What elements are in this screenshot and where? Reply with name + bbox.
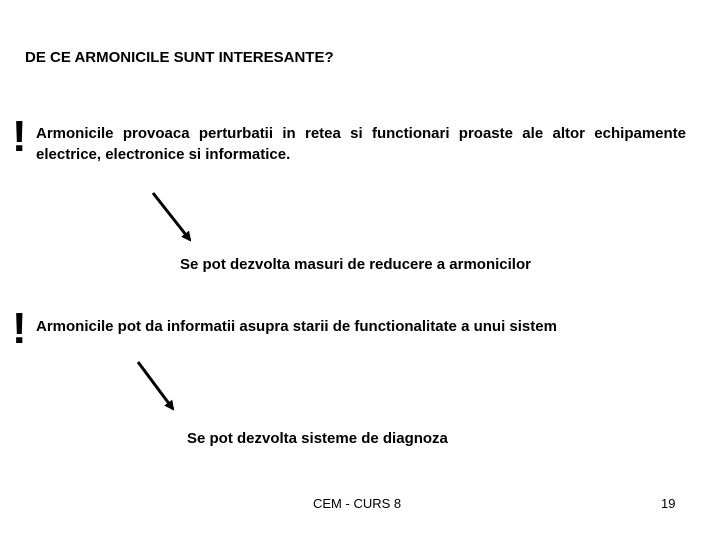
exclamation-icon: !: [12, 112, 27, 161]
page-number: 19: [661, 496, 676, 511]
footer-text: CEM - CURS 8: [313, 496, 402, 511]
result-1-text: Se pot dezvolta masuri de reducere a armonicilor: [180, 256, 531, 273]
result-2-text: Se pot dezvolta sisteme de diagnoza: [187, 430, 448, 447]
point-1-text: Armonicile provoaca perturbatii in retea si functionari proaste ale altor echipamente electrice, electronice si informatice.: [36, 125, 686, 163]
slide-title: DE CE ARMONICILE SUNT INTERESANTE?: [25, 49, 334, 66]
exclamation-icon: !: [12, 304, 27, 353]
point-2-text: Armonicile pot da informatii asupra starii de functionalitate a unui sistem: [36, 318, 557, 335]
